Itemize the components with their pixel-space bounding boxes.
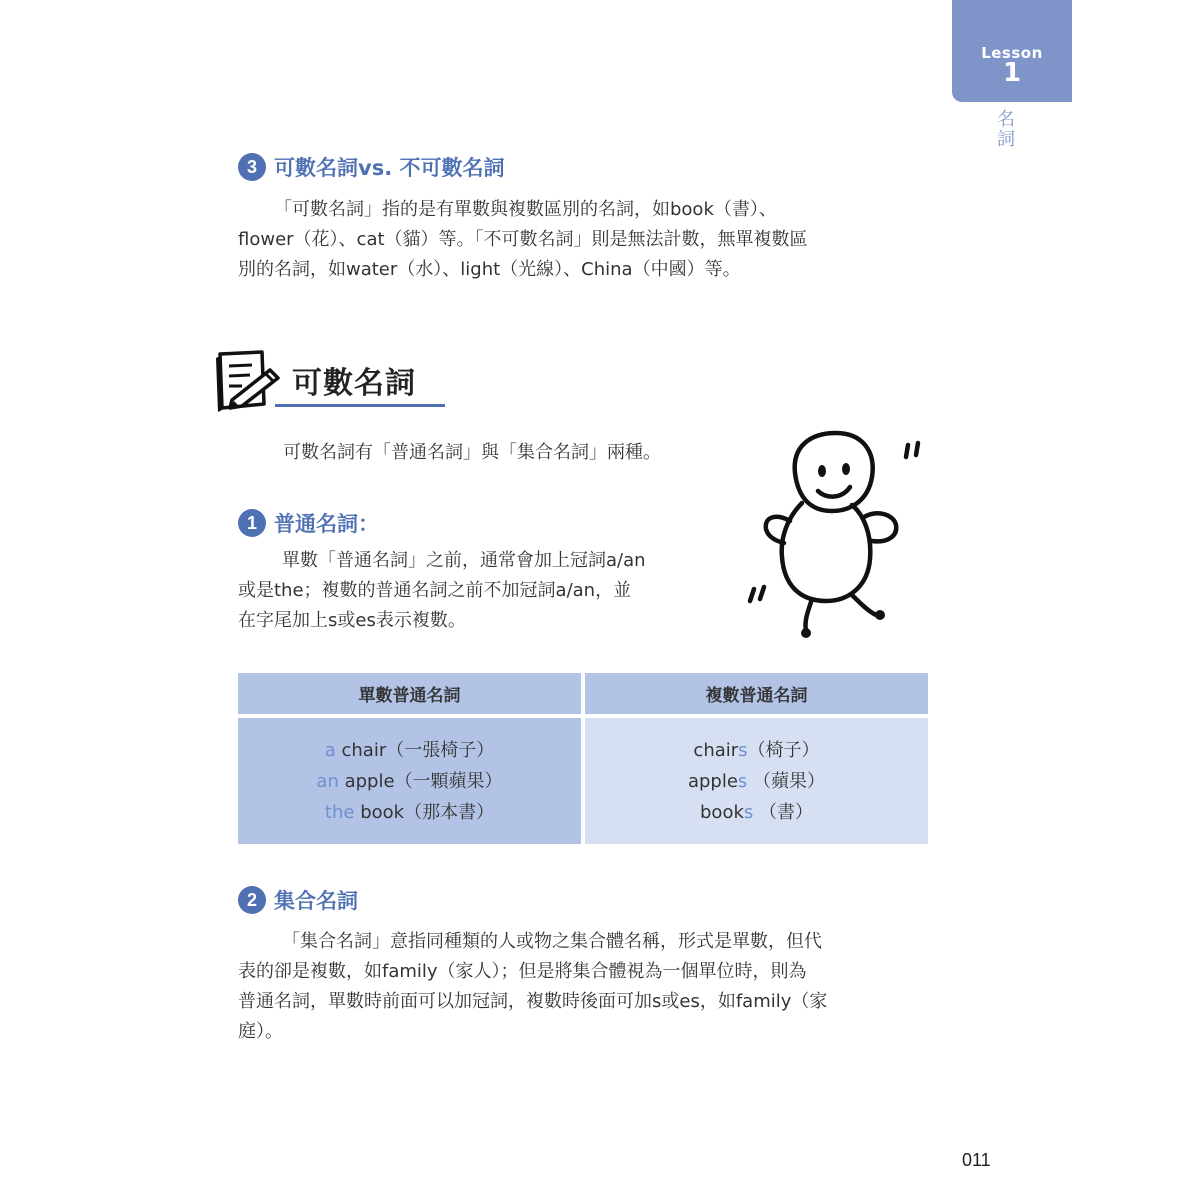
number-badge: 3 [238,153,266,181]
plural-suffix: s [743,801,754,823]
noun: apple [338,770,395,792]
common-nouns-heading-text: 普通名詞： [274,512,379,536]
number-badge: 1 [238,509,266,537]
collective-nouns-paragraph [238,927,938,1047]
meaning: （一顆蘋果） [394,770,503,792]
table-row [325,735,495,766]
table-header-singular: 單數普通名詞 [238,673,581,714]
paragraph-line: 庭）。 [238,1021,283,1042]
chapter-title-char: 名 [997,109,1015,130]
noun: book [700,801,744,823]
meaning: （那本書） [404,801,495,823]
lesson-label: Lesson [981,44,1043,62]
paragraph-line: 「可數名詞」指的是有單數與複數區別的名詞，如book（書）、 [274,199,777,220]
table-row [693,735,819,766]
paragraph-line: 或是the；複數的普通名詞之前不加冠詞a/an，並 [238,580,632,601]
article: the [324,801,355,823]
plural-suffix: s [738,739,748,761]
paragraph-line: 單數「普通名詞」之前，通常會加上冠詞a/an [282,550,646,571]
table-cell-singular [238,718,581,844]
lesson-number: 1 [1002,58,1022,88]
countable-intro: 可數名詞有「普通名詞」與「集合名詞」兩種。 [283,442,661,463]
paragraph-line: 在字尾加上s或es表示複數。 [238,610,466,631]
paragraph-line: 「集合名詞」意指同種類的人或物之集合體名稱，形式是單數，但代 [282,931,822,952]
notepad-pencil-icon [212,348,288,418]
nouns-table [238,673,928,844]
collective-nouns-heading-text: 集合名詞 [274,889,358,913]
section3-heading [238,152,504,182]
table-header-plural: 複數普通名詞 [585,673,928,714]
meaning: （一張椅子） [386,739,495,761]
meaning: （蘋果） [747,770,826,792]
chapter-vertical-title [992,110,1020,150]
page-number: 011 [962,1150,991,1170]
countable-nouns-title: 可數名詞 [292,366,416,401]
dancing-character-illustration [740,425,930,645]
table-row [316,766,502,797]
article: a [324,739,336,761]
noun: apple [687,770,738,792]
common-nouns-heading [238,508,379,538]
number-badge: 2 [238,886,266,914]
chapter-title-char: 詞 [997,129,1015,150]
common-nouns-paragraph [238,546,728,636]
lesson-tab [952,0,1072,102]
section3-paragraph [238,195,938,285]
table-row [688,766,825,797]
noun: book [354,801,405,823]
noun: chair [335,739,387,761]
table-cell-plural [585,718,928,844]
table-row [700,797,813,828]
article: an [316,770,339,792]
meaning: （書） [753,801,813,823]
paragraph-line: flower（花）、cat（貓）等。「不可數名詞」則是無法計數，無單複數區 [238,229,808,250]
title-underline [275,404,445,407]
paragraph-line: 表的卻是複數，如family（家人）；但是將集合體視為一個單位時，則為 [238,961,807,982]
plural-suffix: s [737,770,748,792]
paragraph-line: 別的名詞，如water（水）、light（光線）、China（中國）等。 [238,259,741,280]
collective-nouns-heading [238,885,358,915]
section3-heading-text: 可數名詞vs. 不可數名詞 [274,156,505,180]
table-row [325,797,494,828]
meaning: （椅子） [747,739,820,761]
paragraph-line: 普通名詞，單數時前面可以加冠詞，複數時後面可加s或es，如family（家 [238,991,828,1012]
noun: chair [693,739,739,761]
